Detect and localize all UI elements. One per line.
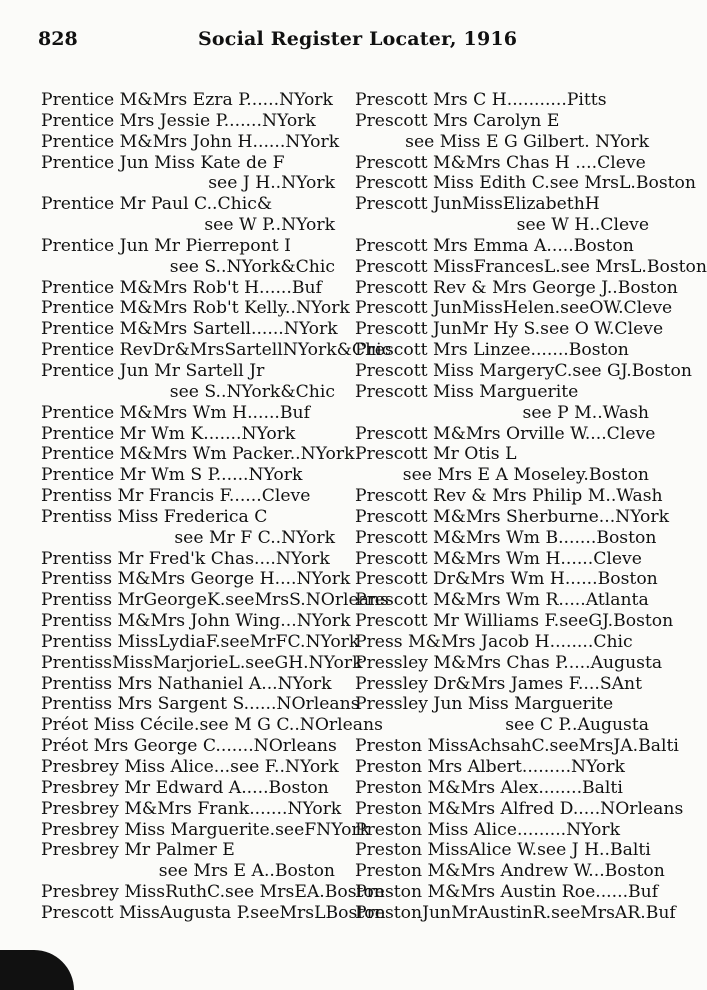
- register-entry: Prescott Mrs Carolyn E: [355, 110, 560, 131]
- cross-reference-line: see J H..NYork: [208, 173, 335, 194]
- register-entry: Presbrey Mr Edward A.....Boston: [41, 777, 329, 798]
- register-entry: Prescott Mrs Emma A.....Boston: [355, 235, 634, 256]
- register-entry: Prescott Rev & Mrs George J..Boston: [355, 277, 678, 298]
- register-entry: Prescott Mr Williams F.seeGJ.Boston: [355, 611, 674, 632]
- register-entry: Preston MissAlice W.see J H..Balti: [355, 840, 651, 861]
- register-entry: Preston M&Mrs Andrew W...Boston: [355, 861, 665, 882]
- register-entry: Pressley M&Mrs Chas P.....Augusta: [355, 652, 663, 673]
- register-entry: Prescott Miss Edith C.see MrsL.Boston: [355, 173, 696, 194]
- cross-reference-line: see C P..Augusta: [505, 715, 649, 736]
- register-entry: Prescott Mrs Linzee.......Boston: [355, 340, 629, 361]
- register-entry: Preston M&Mrs Austin Roe......Buf: [355, 882, 659, 903]
- cross-reference-line: see W H..Cleve: [516, 215, 649, 236]
- right-column: [355, 90, 707, 924]
- register-entry: Prescott Rev & Mrs Philip M..Wash: [355, 486, 663, 507]
- register-entry: Prentiss MrGeorgeK.seeMrsS.NOrleans: [41, 590, 389, 611]
- page-header: [38, 28, 650, 58]
- running-title: Social Register Locater, 1916: [198, 28, 518, 50]
- register-entry: Prescott JunMr Hy S.see O W.Cleve: [355, 319, 664, 340]
- register-entry: Presbrey Mr Palmer E: [41, 840, 235, 861]
- register-entry: Prescott M&Mrs Wm R.....Atlanta: [355, 590, 649, 611]
- register-entry: Prentice M&Mrs Ezra P......NYork: [41, 90, 333, 110]
- register-entry: Préot Miss Cécile.see M G C..NOrleans: [41, 715, 383, 736]
- page-number: 828: [38, 28, 78, 50]
- scan-mark: [0, 950, 74, 990]
- register-entry: Press M&Mrs Jacob H........Chic: [355, 631, 633, 652]
- cross-reference-line: see Mrs E A Moseley.Boston: [402, 465, 649, 486]
- register-entry: Prescott Miss MargeryC.see GJ.Boston: [355, 360, 692, 381]
- cross-reference-line: see Mrs E A..Boston: [158, 861, 335, 882]
- register-entry: Prescott M&Mrs Sherburne...NYork: [355, 506, 670, 527]
- register-entry: Prescott Dr&Mrs Wm H......Boston: [355, 569, 658, 590]
- register-entry: Prentice Jun Miss Kate de F: [41, 152, 285, 173]
- register-entry: Preston M&Mrs Alfred D.....NOrleans: [355, 798, 684, 819]
- register-entry: Prentice RevDr&MrsSartellNYork&Chic: [41, 340, 392, 361]
- register-entry: Prescott M&Mrs Orville W....Cleve: [355, 423, 656, 444]
- register-entry: Presbrey Miss Alice...see F..NYork: [41, 757, 339, 777]
- register-entry: Prentiss M&Mrs George H....NYork: [41, 569, 351, 590]
- register-entry: Preston Miss Alice.........NYork: [355, 819, 621, 840]
- register-entry: Prentice M&Mrs Rob't H......Buf: [41, 277, 322, 298]
- register-entry: Prentice Mr Paul C..Chic&: [41, 194, 273, 215]
- register-entry: Presbrey Miss Marguerite.seeFNYork: [41, 819, 371, 840]
- register-entry: Presbrey M&Mrs Frank.......NYork: [41, 798, 342, 819]
- register-entry: Préot Mrs George C.......NOrleans: [41, 736, 337, 757]
- register-entry: Pressley Dr&Mrs James F....SAnt: [355, 673, 642, 694]
- register-entry: Prescott M&Mrs Chas H ....Cleve: [355, 152, 646, 173]
- left-column: [41, 90, 392, 924]
- register-entry: Prentice Jun Mr Sartell Jr: [41, 360, 265, 381]
- register-entry: Prentice M&Mrs Wm Packer..NYork: [41, 444, 355, 465]
- register-entry: PrestonJunMrAustinR.seeMrsAR.Buf: [355, 902, 676, 923]
- register-entry: Prentice M&Mrs Wm H......Buf: [41, 402, 310, 423]
- register-entry: Prescott Mr Otis L: [355, 444, 517, 465]
- register-entry: Prentiss Mrs Nathaniel A...NYork: [41, 673, 332, 694]
- register-entry: Prentiss Miss Frederica C: [41, 506, 268, 527]
- register-entry: Preston M&Mrs Alex........Balti: [355, 777, 623, 798]
- register-entry: Prentiss Mr Francis F......Cleve: [41, 486, 311, 507]
- register-entry: Prentice M&Mrs Rob't Kelly..NYork: [41, 298, 350, 319]
- register-entry: Prentice Mr Wm K.......NYork: [41, 423, 296, 444]
- register-entry: Prentice M&Mrs John H......NYork: [41, 131, 340, 152]
- register-entry: Prentice M&Mrs Sartell......NYork: [41, 319, 338, 340]
- cross-reference-line: see Mr F C..NYork: [174, 527, 335, 548]
- register-entry: Prescott MissAugusta P.seeMrsLBoston: [41, 902, 386, 923]
- register-entry: Prentiss Mrs Sargent S......NOrleans: [41, 694, 360, 715]
- cross-reference-line: see P M..Wash: [522, 402, 649, 423]
- register-entry: Prentiss M&Mrs John Wing...NYork: [41, 611, 351, 632]
- register-entry: Prescott JunMissHelen.seeOW.Cleve: [355, 298, 673, 319]
- cross-reference-line: see Miss E G Gilbert. NYork: [405, 131, 649, 152]
- register-entry: Prescott JunMissElizabethH: [355, 194, 600, 215]
- register-entry: Prentiss Mr Fred'k Chas....NYork: [41, 548, 330, 569]
- register-entry: Prentiss MissLydiaF.seeMrFC.NYork: [41, 631, 360, 652]
- cross-reference-line: see S..NYork&Chic: [169, 256, 335, 277]
- register-entry: Prentice Mr Wm S P......NYork: [41, 465, 303, 486]
- cross-reference-line: see W P..NYork: [204, 215, 335, 236]
- register-entry: Prentice Mrs Jessie P.......NYork: [41, 110, 316, 131]
- register-entry: Preston Mrs Albert.........NYork: [355, 757, 625, 777]
- cross-reference-line: see S..NYork&Chic: [169, 381, 335, 402]
- register-entry: Prescott Mrs C H...........Pitts: [355, 90, 607, 110]
- register-entry: Prescott M&Mrs Wm H......Cleve: [355, 548, 642, 569]
- register-entry: Preston MissAchsahC.seeMrsJA.Balti: [355, 736, 679, 757]
- register-entry: Prentice Jun Mr Pierrepont I: [41, 235, 291, 256]
- register-entry: Pressley Jun Miss Marguerite: [355, 694, 614, 715]
- register-entry: Presbrey MissRuthC.see MrsEA.Boston: [41, 882, 385, 903]
- register-entry: Prescott Miss Marguerite: [355, 381, 579, 402]
- register-entry: Prescott M&Mrs Wm B.......Boston: [355, 527, 657, 548]
- register-entry: Prescott MissFrancesL.see MrsL.Boston: [355, 256, 707, 277]
- register-entry: PrentissMissMarjorieL.seeGH.NYork: [41, 652, 363, 673]
